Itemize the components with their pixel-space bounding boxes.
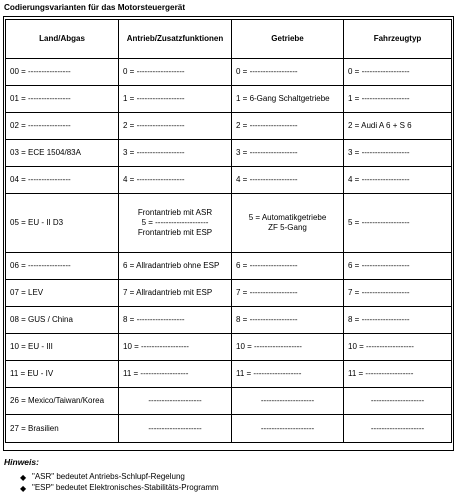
cell-antrieb-multiline [119,194,232,253]
cell-land-abgas: 03 = ECE 1504/83A [6,140,119,167]
cell-land-abgas: 02 = ---------------- [6,113,119,140]
cell-land-abgas: 06 = ---------------- [6,253,119,280]
coding-variants-table [5,19,452,443]
column-header-getriebe: Getriebe [232,20,344,59]
cell-text-line: Frontantrieb mit ESP [137,228,213,237]
cell-getriebe: 0 = ------------------ [232,59,344,86]
table-row [6,388,452,415]
note-item [20,471,219,482]
cell-getriebe: 6 = ------------------ [232,253,344,280]
cell-text-line: 5 = -------------------- [141,218,209,227]
cell-fahrzeugtyp: 6 = ------------------ [344,253,452,280]
cell-land-abgas: 04 = ---------------- [6,167,119,194]
table-row [6,113,452,140]
cell-antrieb: 11 = ------------------ [119,361,232,388]
cell-fahrzeugtyp: -------------------- [344,415,452,443]
cell-fahrzeugtyp: -------------------- [344,388,452,415]
cell-antrieb: -------------------- [119,415,232,443]
table-row [6,280,452,307]
table-row [6,59,452,86]
cell-antrieb: 8 = ------------------ [119,307,232,334]
cell-land-abgas: 26 = Mexico/Taiwan/Korea [6,388,119,415]
cell-antrieb: 7 = Allradantrieb mit ESP [119,280,232,307]
cell-antrieb: 6 = Allradantrieb ohne ESP [119,253,232,280]
cell-text-line: ZF 5-Gang [268,223,307,232]
cell-getriebe: 8 = ------------------ [232,307,344,334]
cell-getriebe: 4 = ------------------ [232,167,344,194]
column-header-land-abgas: Land/Abgas [6,20,119,59]
table-header-row [6,20,452,59]
cell-antrieb: 1 = ------------------ [119,86,232,113]
cell-fahrzeugtyp: 4 = ------------------ [344,167,452,194]
table-row [6,86,452,113]
table-row [6,361,452,388]
cell-getriebe: -------------------- [232,415,344,443]
cell-antrieb: 4 = ------------------ [119,167,232,194]
cell-getriebe: 2 = ------------------ [232,113,344,140]
cell-getriebe: 10 = ------------------ [232,334,344,361]
cell-antrieb: 0 = ------------------ [119,59,232,86]
cell-antrieb: 3 = ------------------ [119,140,232,167]
cell-text-line: Frontantrieb mit ASR [137,208,213,217]
table-row [6,167,452,194]
cell-getriebe: 7 = ------------------ [232,280,344,307]
cell-getriebe: 1 = 6-Gang Schaltgetriebe [232,86,344,113]
cell-getriebe: -------------------- [232,388,344,415]
diamond-bullet-icon: ◆ [20,484,27,493]
cell-land-abgas: 01 = ---------------- [6,86,119,113]
cell-fahrzeugtyp: 10 = ------------------ [344,334,452,361]
note-heading: Hinweis: [4,457,39,467]
column-header-fahrzeugtyp: Fahrzeugtyp [344,20,452,59]
cell-fahrzeugtyp: 7 = ------------------ [344,280,452,307]
cell-fahrzeugtyp: 0 = ------------------ [344,59,452,86]
cell-getriebe: 3 = ------------------ [232,140,344,167]
cell-antrieb: 2 = ------------------ [119,113,232,140]
table-row [6,140,452,167]
note-list [20,471,219,493]
cell-fahrzeugtyp: 8 = ------------------ [344,307,452,334]
cell-land-abgas: 10 = EU - III [6,334,119,361]
cell-fahrzeugtyp: 11 = ------------------ [344,361,452,388]
cell-fahrzeugtyp: 2 = Audi A 6 + S 6 [344,113,452,140]
cell-land-abgas: 00 = ---------------- [6,59,119,86]
cell-fahrzeugtyp: 1 = ------------------ [344,86,452,113]
cell-fahrzeugtyp: 5 = ------------------ [344,194,452,253]
note-item-text: "ESP" bedeutet Elektronisches-Stabilitäts-Programm [32,483,219,492]
cell-getriebe: 11 = ------------------ [232,361,344,388]
cell-land-abgas: 07 = LEV [6,280,119,307]
cell-text-line: 5 = Automatikgetriebe [248,213,327,222]
cell-fahrzeugtyp: 3 = ------------------ [344,140,452,167]
cell-land-abgas: 05 = EU - II D3 [6,194,119,253]
table-row [6,334,452,361]
cell-antrieb: -------------------- [119,388,232,415]
table-row [6,307,452,334]
table-row [6,253,452,280]
cell-land-abgas: 27 = Brasilien [6,415,119,443]
diamond-bullet-icon: ◆ [20,473,27,482]
column-header-antrieb: Antrieb/Zusatzfunktionen [119,20,232,59]
cell-land-abgas: 11 = EU - IV [6,361,119,388]
table-row [6,194,452,253]
cell-land-abgas: 08 = GUS / China [6,307,119,334]
cell-antrieb: 10 = ------------------ [119,334,232,361]
table-row [6,415,452,443]
cell-getriebe-multiline [232,194,344,253]
note-item-text: "ASR" bedeutet Antriebs-Schlupf-Regelung [32,472,185,481]
document-title: Codierungsvarianten für das Motorsteuergerät [4,3,186,12]
note-item [20,482,219,493]
